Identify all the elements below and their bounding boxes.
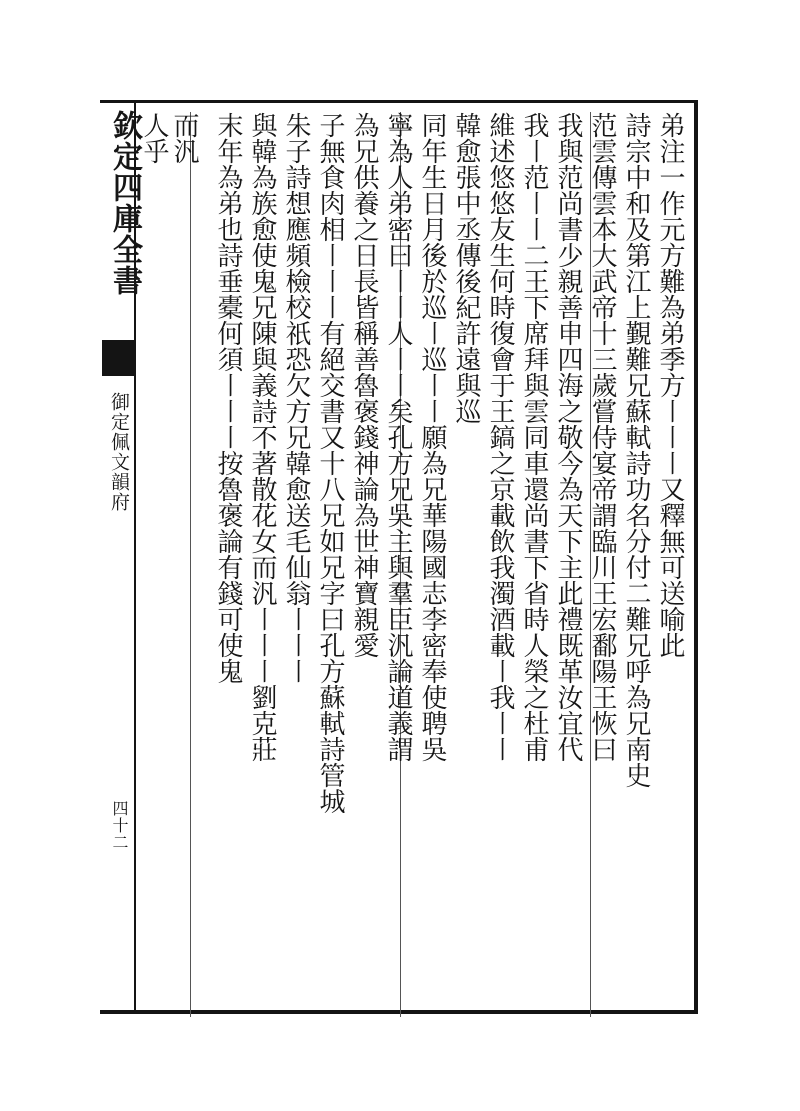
text-column-4: 我與范尚書少親善申四海之敬今為天下主此禮既革汝宜代 bbox=[553, 112, 583, 762]
fishtail-mark bbox=[102, 340, 134, 376]
text-column-5: 我〡范〡〡二王下席拜與雲同車還尚書下省時人榮之杜甫 bbox=[519, 112, 549, 762]
right-border bbox=[694, 100, 698, 1014]
text-column-12: 朱子詩想應頻檢校祇恐欠方兄韓愈送毛仙翁〡〡〡 bbox=[281, 112, 311, 684]
text-column-10: 為兄供養之日長皆稱善魯褒錢神論為世神寶親愛 bbox=[349, 112, 379, 658]
text-column-15: 而汎 bbox=[169, 112, 199, 164]
text-column-6: 維述悠悠友生何時復會于王鎬之京載飲我濁酒載〡我〡〡 bbox=[485, 112, 515, 762]
text-column-2: 詩宗中和及第江上覲難兄蘇軾詩功名分付二難兄呼為兄南史 bbox=[621, 112, 651, 788]
series-title: 欽定四庫全書 bbox=[107, 110, 142, 296]
top-border bbox=[100, 100, 698, 103]
text-column-7: 韓愈張中丞傳後紀許遠與巡 bbox=[451, 112, 481, 424]
text-column-11: 子無食肉相〡〡〡有絕交書又十八兄如兄字曰孔方蘇軾詩管城 bbox=[315, 112, 345, 814]
text-column-14: 末年為弟也詩垂橐何須〡〡〡按魯褒論有錢可使鬼 bbox=[213, 112, 243, 684]
text-column-13: 與韓為族愈使鬼兄陳與義詩不著散花女而汎〡〡〡劉克莊 bbox=[247, 112, 277, 762]
text-column-8: 同年生日月後於巡〡巡〡〡願為兄華陽國志李密奉使聘吳 bbox=[417, 112, 447, 762]
folio-number: 四十二 bbox=[110, 800, 129, 851]
text-column-1: 弟注一作元方難為弟季方〡〡〡又釋無可送喻此 bbox=[655, 112, 685, 658]
text-column-16: 人乎 bbox=[139, 112, 169, 164]
text-column-3: 范雲傳雲本大武帝十三歲嘗侍宴帝謂臨川王宏鄱陽王恢曰 bbox=[587, 112, 617, 762]
book-title: 御定佩文韻府 bbox=[108, 392, 130, 512]
text-column-9: 寧為人弟密曰〡〡人〡〡矣孔方兄吳主與羣臣汎論道義謂 bbox=[383, 112, 413, 762]
